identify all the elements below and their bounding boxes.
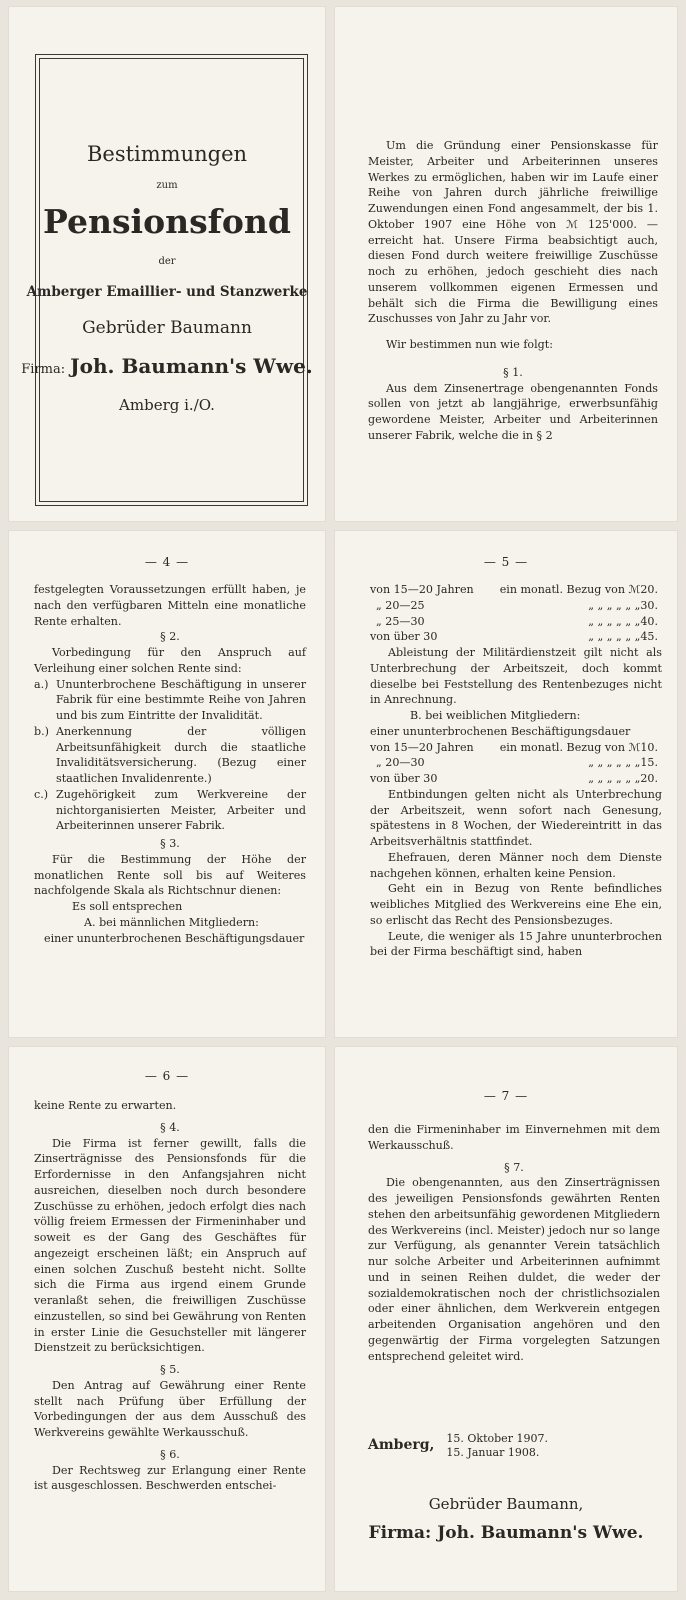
- cover-der: der: [158, 256, 176, 267]
- wives-paragraph: Ehefrauen, deren Männer noch dem Dienste nachgehen können, erhalten keine Pension.: [370, 850, 662, 880]
- section-4-text: Die Firma ist ferner gewillt, falls die Zinserträgnisse des Pensionsfonds für die Erfordernisse in den Anfangsjahren nicht ausreichen, dieselben noch durch besondere Zuschüsse zu erhöhen, jedoch erfolgt dies nach völlig freiem Ermessen der Firmeninhaber und soweit es der Gang des Geschäftes für angezeigt erscheinen läßt; ein Anspruch auf einen solchen Zuschuß besteht nicht. Sollte sich die Firma aus irgend einem Grunde veranlaßt sehen, die freiwilligen Zuschüsse einzustellen, so sind bei Gewährung von Renten in erster Linie die Gesuchsteller mit längerer Dienstzeit zu berücksichtigen.: [34, 1136, 306, 1355]
- rent-row: „ 25—30 „ „ „ „ „ „40.: [376, 614, 658, 628]
- page4-continuation: festgelegten Voraussetzungen erfüllt haben, je nach den verfügbaren Mitteln eine monatliche Rente erhalten.: [34, 583, 306, 628]
- page6-continuation: keine Rente zu erwarten.: [34, 1099, 177, 1112]
- section-5-title: § 5.: [160, 1363, 180, 1376]
- section-5-text: Den Antrag auf Gewährung einer Rente stellt nach Prüfung über Erfüllung der Vorbedingungen der aus dem Ausschuß des Werkvereins gewählte Werkausschuß.: [34, 1378, 306, 1439]
- section-7-text: Die obengenannten, aus den Zinserträgnissen des jeweiligen Pensionsfonds gewährten Renten stehen den arbeitsunfähig gewordenen Mitgliedern des Werkvereins (incl. Meister) jedoch nur so lange zur Verfügung, als genannter Verein tatsächlich nur solche Arbeiter und Arbeiterinnen aufnimmt und in seinen Reihen duldet, die weder der sozialdemokratischen noch der christlichsozialen oder einer ähnlichen, dem Werkverein entgegen arbeitenden Organisation angehören und den gegenwärtig der Firma vorgelegten Satzungen entsprechend geleitet wird.: [368, 1176, 660, 1363]
- rent-row: von über 30 „ „ „ „ „ „45.: [370, 630, 658, 644]
- section-2-title: § 2.: [160, 630, 180, 644]
- female-rent-scale: [370, 740, 662, 787]
- rent-row: von 15—20 Jahren ein monatl. Bezug von ℳ20.: [370, 583, 658, 596]
- section-3-text: Für die Bestimmung der Höhe der monatlichen Rente soll bis auf Weiteres nachfolgende Skala als Richtschnur dienen:: [34, 852, 306, 898]
- place-date: [368, 1432, 548, 1461]
- cover-place: Amberg i./O.: [119, 396, 215, 414]
- less-than-15-paragraph: Leute, die weniger als 15 Jahre ununterbrochen bei der Firma beschäftigt sind, haben: [370, 929, 662, 959]
- section-3-title: § 3.: [160, 837, 180, 850]
- section-6-text: Der Rechtsweg zur Erlangung einer Rente ist ausgeschlossen. Beschwerden entschei-: [34, 1463, 306, 1493]
- page-6: [8, 1046, 326, 1592]
- signature-firma: Firma: Joh. Baumann's Wwe.: [368, 1523, 644, 1544]
- military-paragraph: Ableistung der Militärdienstzeit gilt nicht als Unterbrechung der Arbeitszeit, doch kommt dieselbe bei Feststellung des Rentenbezuges nicht in Anrechnung.: [370, 646, 662, 707]
- cover-zum: zum: [156, 180, 178, 191]
- decorative-frame: [35, 54, 308, 506]
- intro-paragraph: Um die Gründung einer Pensionskasse für Meister, Arbeiter und Arbeiterinnen unseres Werkes zu ermöglichen, haben wir im Laufe einer Reihe von Jahren durch jährliche freiwillige Zuwendungen einen Fond angesammelt, der bis 1. Oktober 1907 eine Höhe von ℳ 125'000. — erreicht hat. Unsere Firma beabsichtigt auch, diesen Fond durch weitere freiwillige Zuschüsse noch zu erhöhen, jedoch geschieht dies nach unserem vollkommen eigenen Ermessen und behält sich die Firma die Bewilligung eines Zuschusses von Jahr zu Jahr vor.: [368, 139, 658, 326]
- date-2: 15. Januar 1908.: [446, 1446, 540, 1460]
- condition-b: b.) Anerkennung der völligen Arbeitsunfähigkeit durch die staatliche Invaliditätsversicherung. (Bezug einer staatlichen Invalidenrente.): [34, 724, 306, 785]
- condition-a: a.) Ununterbrochene Beschäftigung in unserer Fabrik für eine bestimmte Reihe von Jahren und bis zum Eintritte der Invalidität.: [34, 677, 306, 722]
- cover-firma-name: Joh. Baumann's Wwe.: [70, 354, 313, 378]
- cover-firma-label: Firma:: [21, 362, 66, 377]
- place: Amberg,: [368, 1437, 435, 1454]
- page-number-4: — 4 —: [144, 555, 190, 569]
- cover-heading: Bestimmungen: [86, 142, 248, 166]
- condition-c: c.) Zugehörigkeit zum Werkvereine der nichtorganisierten Meister, Arbeiter und Arbeiterinnen unserer Fabrik.: [34, 787, 306, 833]
- page-7: [334, 1046, 678, 1592]
- page-3: [334, 6, 678, 522]
- section-7-title: § 7.: [504, 1160, 524, 1174]
- signature-block: [334, 1494, 678, 1545]
- section-4-title: § 4.: [160, 1120, 180, 1134]
- male-rent-scale: [370, 582, 662, 645]
- page-number-5: — 5 —: [483, 555, 529, 569]
- marriage-paragraph: Geht ein in Bezug von Rente befindliches weibliches Mitglied des Werkvereins eine Ehe ein, so erlischt das Recht des Pensionsbezuges.: [370, 882, 662, 927]
- female-members-title: B. bei weiblichen Mitgliedern:: [410, 709, 581, 722]
- cover-brothers: Gebrüder Baumann: [82, 318, 252, 338]
- page7-continuation: den die Firmeninhaber im Einvernehmen mit dem Werkausschuß.: [368, 1123, 660, 1152]
- es-soll-entsprechen: Es soll entsprechen: [72, 900, 183, 913]
- cover-firma-line: [8, 354, 326, 378]
- section-1-title: § 1.: [503, 365, 523, 379]
- page-number-6: — 6 —: [144, 1069, 190, 1083]
- section-6-title: § 6.: [160, 1447, 180, 1461]
- date-1: 15. Oktober 1907.: [446, 1432, 548, 1445]
- rent-row: von über 30 „ „ „ „ „ „20.: [370, 772, 658, 785]
- male-members-title: A. bei männlichen Mitgliedern:: [84, 915, 259, 929]
- page-5: [334, 530, 678, 1038]
- rent-row: „ 20—25 „ „ „ „ „ „30.: [376, 598, 658, 612]
- lead-paragraph: Wir bestimmen nun wie folgt:: [386, 338, 553, 351]
- cover-page: [8, 6, 326, 522]
- rent-row: von 15—20 Jahren ein monatl. Bezug von ℳ10.: [370, 740, 658, 754]
- cover-title: Pensionsfond: [43, 202, 291, 241]
- cover-company: Amberger Emaillier- und Stanzwerke: [26, 284, 308, 300]
- births-paragraph: Entbindungen gelten nicht als Unterbrechung der Arbeitszeit, wenn sofort nach Genesung, spätestens in 8 Wochen, der Wiedereintritt in das Arbeitsverhältnis stattfindet.: [370, 787, 662, 848]
- male-duration-label: einer ununterbrochenen Beschäftigungsdauer: [44, 931, 305, 945]
- section-2-intro: Vorbedingung für den Anspruch auf Verleihung einer solchen Rente sind:: [34, 646, 306, 675]
- signature-brothers: Gebrüder Baumann,: [428, 1495, 584, 1513]
- page-number-7: — 7 —: [483, 1089, 529, 1103]
- rent-row: „ 20—30 „ „ „ „ „ „15.: [376, 756, 658, 770]
- section-1-text: Aus dem Zinsenertrage obengenannten Fonds sollen von jetzt ab langjährige, erwerbsunfähig gewordene Meister, Arbeiter und Arbeiterinnen unserer Fabrik, welche die in § 2: [368, 381, 658, 442]
- page-4: [8, 530, 326, 1038]
- female-duration-label: einer ununterbrochenen Beschäftigungsdauer: [370, 724, 631, 738]
